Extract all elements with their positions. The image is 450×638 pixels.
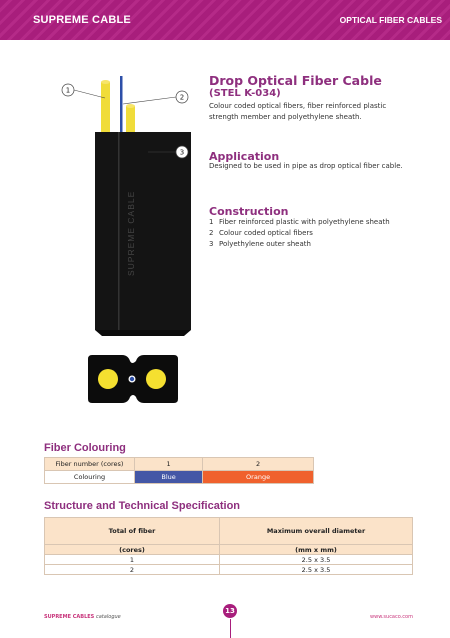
fiber-colouring-table — [44, 457, 314, 484]
table-row — [45, 565, 413, 575]
table-header-cell: (mm x mm) — [220, 545, 413, 555]
table-header-cell: Maximum overall diameter — [220, 518, 413, 545]
callout-1 — [62, 84, 105, 98]
table-cell: Orange — [203, 471, 314, 484]
construction-heading: Construction — [209, 205, 289, 218]
construction-list — [209, 217, 390, 250]
footer-website-link[interactable]: www.sucaco.com — [370, 614, 413, 620]
product-model: (STEL K-034) — [209, 88, 281, 99]
table-cell: Fiber number (cores) — [45, 458, 135, 471]
table-row — [45, 555, 413, 565]
brand-logo: SUPREME CABLE — [33, 14, 131, 26]
cable-cross-section — [88, 355, 178, 403]
table-row — [45, 458, 314, 471]
cable-illustration — [58, 76, 208, 426]
table-cell: Colouring — [45, 471, 135, 484]
table-row — [45, 545, 413, 555]
table-header-cell: Total of fiber — [45, 518, 220, 545]
table-cell: 2.5 x 3.5 — [220, 565, 413, 575]
svg-text:1: 1 — [65, 86, 71, 95]
spec-heading: Structure and Technical Specification — [44, 500, 241, 512]
construction-item: 1 Fiber reinforced plastic with polyethylene sheath — [209, 218, 390, 226]
table-cell: 2 — [203, 458, 314, 471]
cable-print: SUPREME CABLE — [126, 190, 136, 276]
spec-table — [44, 517, 413, 575]
svg-text:3: 3 — [179, 148, 185, 157]
header-bar — [0, 0, 450, 40]
fiber-colouring-heading: Fiber Colouring — [44, 442, 126, 454]
page-divider-line — [230, 619, 231, 638]
strength-member — [120, 76, 123, 132]
table-cell: Blue — [135, 471, 203, 484]
callout-2 — [123, 91, 188, 104]
table-cell: 1 — [135, 458, 203, 471]
table-cell: 2 — [45, 565, 220, 575]
product-title: Drop Optical Fiber Cable — [209, 73, 382, 88]
section-title: OPTICAL FIBER CABLES — [339, 15, 442, 25]
application-heading: Application — [209, 150, 280, 163]
svg-text:2: 2 — [179, 93, 185, 102]
table-row — [45, 471, 314, 484]
product-description: Colour coded optical fibers, fiber reinforced plastic strength member and polyethylene sheath. — [209, 102, 387, 121]
table-header-cell: (cores) — [45, 545, 220, 555]
construction-item: 3 Polyethylene outer sheath — [209, 240, 311, 248]
table-cell: 1 — [45, 555, 220, 565]
cable-body — [95, 132, 191, 336]
page-number: 13 — [223, 604, 237, 618]
table-cell: 2.5 x 3.5 — [220, 555, 413, 565]
construction-item: 2 Colour coded optical fibers — [209, 229, 313, 237]
footer-brand: SUPREME CABLES catalogue — [44, 614, 121, 620]
yellow-fibers — [101, 80, 135, 132]
table-row — [45, 518, 413, 545]
application-text: Designed to be used in pipe as drop optical fiber cable. — [209, 162, 403, 170]
